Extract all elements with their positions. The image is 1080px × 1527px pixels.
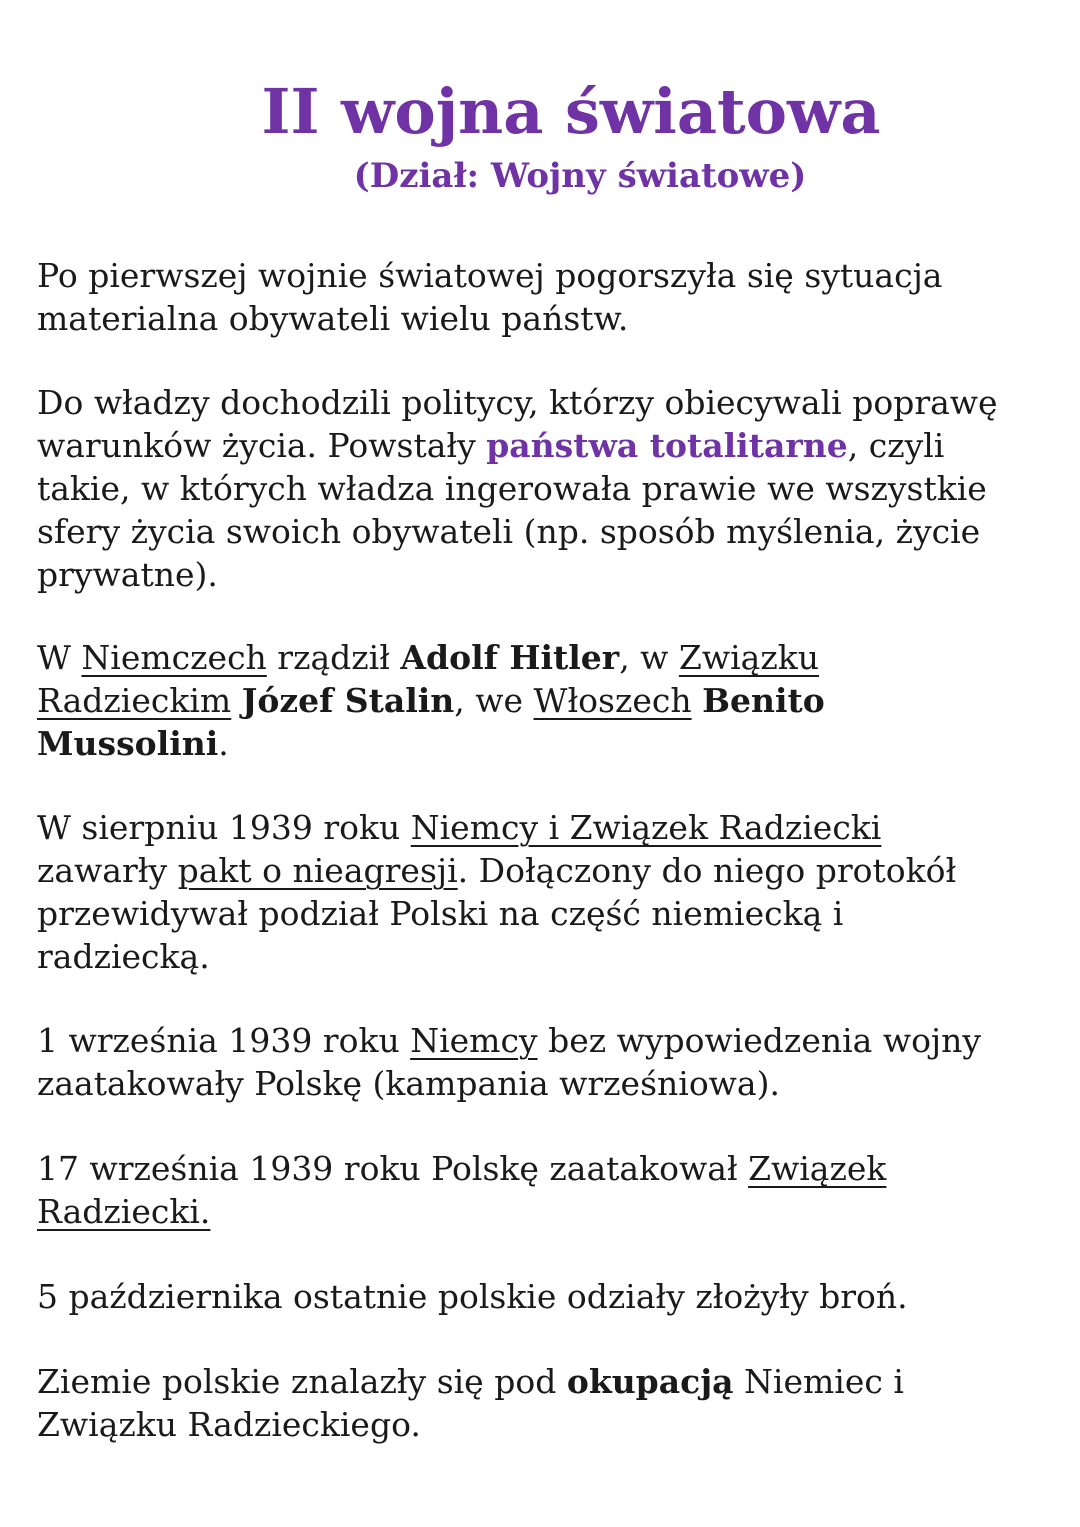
text-run: , w xyxy=(619,638,679,677)
text-run: warunków życia. Powstały xyxy=(37,426,487,465)
text-line: Związku Radzieckiego. xyxy=(37,1405,421,1444)
text-run: . xyxy=(218,724,229,763)
text-line xyxy=(37,849,1057,892)
text-run: 17 września 1939 roku Polskę zaatakował xyxy=(37,1149,749,1188)
underlined-term-soviet-union: Związek xyxy=(748,1149,887,1188)
underlined-term-soviet-union-cont: Radziecki. xyxy=(37,1192,211,1231)
bold-name-mussolini-cont: Mussolini xyxy=(37,724,219,763)
text-run: W sierpniu 1939 roku xyxy=(37,808,411,847)
text-run: 1 września 1939 roku xyxy=(37,1021,411,1060)
paragraph-non-aggression-pact xyxy=(37,806,1057,978)
text-run: zawarły xyxy=(37,851,178,890)
text-run: Niemiec i xyxy=(733,1362,904,1401)
bold-term-occupation: okupacją xyxy=(566,1362,734,1401)
underlined-term-germany: Niemczech xyxy=(81,638,267,677)
paragraph-dictators xyxy=(37,636,1057,765)
underlined-term-germany-ussr: Niemcy i Związek Radziecki xyxy=(410,808,882,847)
underlined-term-germany: Niemcy xyxy=(410,1021,538,1060)
paragraph-september-17 xyxy=(37,1147,1057,1233)
paragraph-occupation xyxy=(37,1360,1057,1446)
text-run: . Dołączony do niego protokół xyxy=(457,851,957,890)
text-line: Do władzy dochodzili politycy, którzy obiecywali poprawę xyxy=(37,383,998,422)
text-run: , czyli xyxy=(847,426,945,465)
text-line xyxy=(37,636,1057,679)
text-line xyxy=(37,1360,1057,1403)
paragraph-october-5 xyxy=(37,1275,1057,1318)
text-run: rządził xyxy=(266,638,401,677)
page-title: II wojna światowa xyxy=(261,75,881,148)
bold-name-stalin: Józef Stalin xyxy=(241,681,455,720)
bold-name-mussolini: Benito xyxy=(702,681,825,720)
text-run: bez wypowiedzenia wojny xyxy=(537,1021,982,1060)
paragraph-september-1 xyxy=(37,1019,1057,1105)
text-line: takie, w których władza ingerowała prawie we wszystkie xyxy=(37,469,987,508)
text-line xyxy=(37,679,1057,722)
text-run: , we xyxy=(454,681,534,720)
text-line xyxy=(37,806,1057,849)
text-line: sfery życia swoich obywateli (np. sposób myślenia, życie xyxy=(37,512,981,551)
highlight-term-totalitarian-states: państwa totalitarne xyxy=(486,426,848,465)
text-run: Ziemie polskie znalazły się pod xyxy=(37,1362,567,1401)
page-subtitle: (Dział: Wojny światowe) xyxy=(353,156,807,196)
text-line: Po pierwszej wojnie światowej pogorszyła się sytuacja xyxy=(37,256,943,295)
underlined-term-soviet-union: Związku xyxy=(678,638,819,677)
paragraph-postwar-situation xyxy=(37,254,1057,340)
text-line xyxy=(37,1019,1057,1062)
text-line xyxy=(37,424,1057,467)
text-run xyxy=(692,681,703,720)
text-run xyxy=(231,681,242,720)
text-run: W xyxy=(37,638,82,677)
underlined-term-soviet-union-cont: Radzieckim xyxy=(37,681,232,720)
underlined-term-pact: pakt o nieagresji xyxy=(177,851,458,890)
bold-name-hitler: Adolf Hitler xyxy=(400,638,620,677)
text-line: prywatne). xyxy=(37,555,218,594)
text-line: 5 października ostatnie polskie odziały złożyły broń. xyxy=(37,1277,908,1316)
text-line: materialna obywateli wielu państw. xyxy=(37,299,629,338)
text-line: przewidywał podział Polski na część niemiecką i xyxy=(37,894,844,933)
underlined-term-italy: Włoszech xyxy=(533,681,692,720)
text-line: zaatakowały Polskę (kampania wrześniowa). xyxy=(37,1064,780,1103)
paragraph-totalitarian-states xyxy=(37,381,1057,596)
text-line: radziecką. xyxy=(37,937,210,976)
text-line xyxy=(37,722,1057,765)
text-line xyxy=(37,1147,1057,1190)
